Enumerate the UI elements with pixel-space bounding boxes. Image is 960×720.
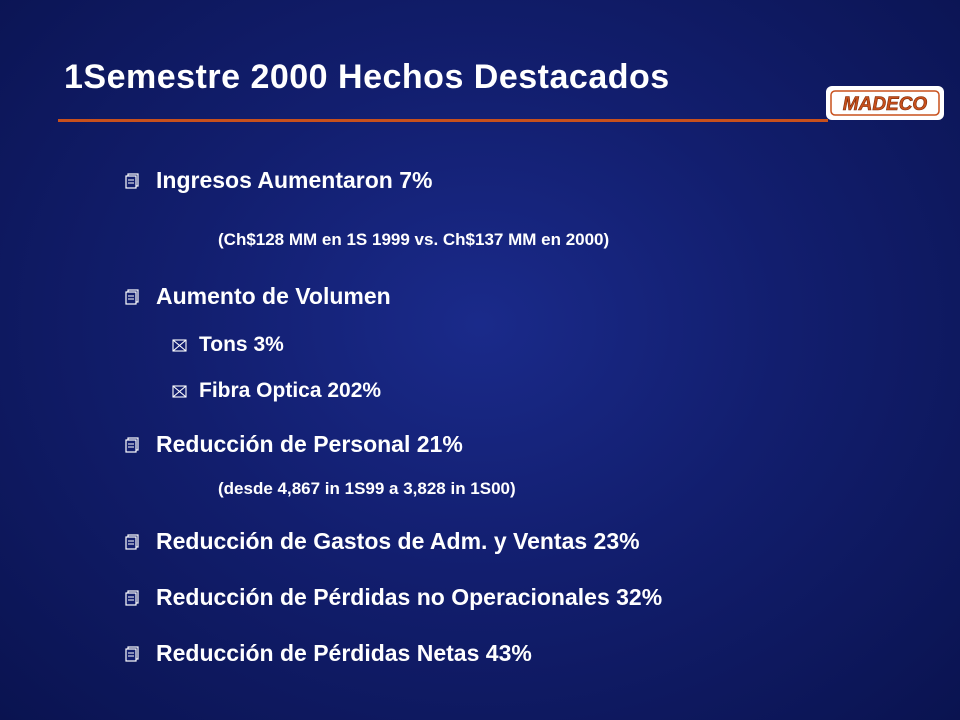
envelope-x-icon	[172, 338, 187, 353]
envelope-x-icon	[172, 384, 187, 399]
item-perdidas-no-op: Reducción de Pérdidas no Operacionales 32%	[156, 584, 663, 610]
bullet-ingresos	[124, 167, 432, 194]
notepad-icon	[124, 173, 140, 189]
item-tons: Tons 3%	[199, 333, 284, 356]
note-ingresos: (Ch$128 MM en 1S 1999 vs. Ch$137 MM en 2000)	[218, 230, 610, 249]
notepad-icon	[124, 289, 140, 305]
item-gastos: Reducción de Gastos de Adm. y Ventas 23%	[156, 528, 640, 554]
note-personal: (desde 4,867 in 1S99 a 3,828 in 1S00)	[218, 479, 516, 498]
svg-text:MADECO: MADECO	[842, 94, 928, 115]
item-volumen: Aumento de Volumen	[156, 283, 391, 309]
slide-title: 1Semestre 2000 Hechos Destacados	[64, 58, 670, 96]
notepad-icon	[124, 437, 140, 453]
bullet-perdidas-no-op	[124, 584, 662, 611]
notepad-icon	[124, 646, 140, 662]
item-fibra: Fibra Optica 202%	[199, 379, 382, 402]
item-ingresos: Ingresos Aumentaron 7%	[156, 167, 433, 193]
bullet-perdidas-netas	[124, 640, 532, 667]
bullet-personal	[124, 431, 463, 458]
notepad-icon	[124, 534, 140, 550]
subbullet-tons	[172, 333, 284, 357]
title-divider	[58, 119, 828, 122]
bullet-gastos	[124, 528, 640, 555]
bullet-volumen	[124, 283, 391, 310]
item-personal: Reducción de Personal 21%	[156, 431, 463, 457]
item-perdidas-netas: Reducción de Pérdidas Netas 43%	[156, 640, 532, 666]
notepad-icon	[124, 590, 140, 606]
madeco-logo	[826, 86, 944, 120]
subbullet-fibra	[172, 379, 381, 403]
